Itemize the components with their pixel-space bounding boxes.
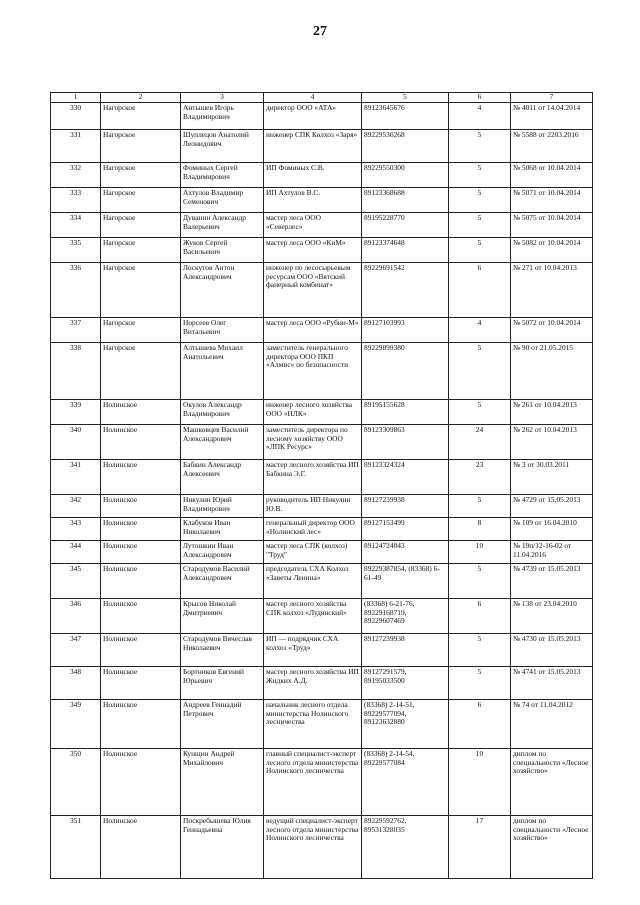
document-cell: № 262 от 10.04.2013 xyxy=(511,425,593,460)
area-cell: Нагорское xyxy=(101,263,181,318)
document-cell: № 5588 от 2203.2016 xyxy=(511,130,593,163)
full-name-cell: Андреев Геннадий Петрович xyxy=(181,700,264,749)
experience-cell: 5 xyxy=(449,667,511,700)
table-row xyxy=(51,634,593,667)
table-row xyxy=(51,213,593,238)
table-row xyxy=(51,599,593,634)
document-cell: № 5082 от 10.04.2014 xyxy=(511,238,593,263)
area-cell: Нолинское xyxy=(101,667,181,700)
position-cell: генеральный директор ООО «Нолинский лес» xyxy=(264,518,362,541)
column-header: 2 xyxy=(101,93,181,103)
position-cell: руководитель ИП Никулин Ю.В. xyxy=(264,495,362,518)
row-number-cell: 346 xyxy=(51,599,101,634)
document-cell: № 74 от 11.04.2012 xyxy=(511,700,593,749)
experience-cell: 5 xyxy=(449,400,511,425)
table-row xyxy=(51,318,593,343)
document-cell: № 5068 от 10.04.2014 xyxy=(511,163,593,188)
area-cell: Нолинское xyxy=(101,460,181,495)
position-cell: ИП — подрядчик СХА колхоз «Труд» xyxy=(264,634,362,667)
position-cell: ИП Ахтулов В.С. xyxy=(264,188,362,213)
row-number-cell: 335 xyxy=(51,238,101,263)
experience-cell: 6 xyxy=(449,599,511,634)
area-cell: Нолинское xyxy=(101,599,181,634)
position-cell: начальник лесного отдела министерства Нолинского лесничества xyxy=(264,700,362,749)
row-number-cell: 337 xyxy=(51,318,101,343)
full-name-cell: Клабуков Иван Николаевич xyxy=(181,518,264,541)
table-row xyxy=(51,263,593,318)
area-cell: Нагорское xyxy=(101,130,181,163)
document-cell: № 4741 от 15.05.2013 xyxy=(511,667,593,700)
area-cell: Нолинское xyxy=(101,400,181,425)
phone-cell: (83368) 6-21-76, 89229168719, 89229607469 xyxy=(362,599,449,634)
area-cell: Нагорское xyxy=(101,343,181,400)
table-row xyxy=(51,238,593,263)
phone-cell: 89123309863 xyxy=(362,425,449,460)
row-number-cell: 339 xyxy=(51,400,101,425)
phone-cell: 89229691542 xyxy=(362,263,449,318)
full-name-cell: Стародумов Василий Александрович xyxy=(181,564,264,599)
experience-cell: 4 xyxy=(449,103,511,130)
position-cell: ИП Фоминых С.В. xyxy=(264,163,362,188)
row-number-cell: 345 xyxy=(51,564,101,599)
document-cell: № 138 от 23.04.2010 xyxy=(511,599,593,634)
table-row xyxy=(51,816,593,879)
column-header: 3 xyxy=(181,93,264,103)
position-cell: мастер леса ООО «Северлес» xyxy=(264,213,362,238)
experience-cell: 10 xyxy=(449,541,511,564)
document-cell: № 4011 от 14.04.2014 xyxy=(511,103,593,130)
experience-cell: 5 xyxy=(449,634,511,667)
full-name-cell: Бортников Евгений Юрьевич xyxy=(181,667,264,700)
table-row xyxy=(51,518,593,541)
area-cell: Нагорское xyxy=(101,163,181,188)
area-cell: Нолинское xyxy=(101,700,181,749)
experience-cell: 5 xyxy=(449,238,511,263)
table-row xyxy=(51,564,593,599)
position-cell: главный специалист-эксперт лесного отдела министерства Нолинского лесничества xyxy=(264,749,362,816)
phone-cell: (83368) 2-14-51, 89229577094, 89123632880 xyxy=(362,700,449,749)
experience-cell: 5 xyxy=(449,564,511,599)
experience-cell: 5 xyxy=(449,213,511,238)
area-cell: Нолинское xyxy=(101,425,181,460)
document-cell: № 271 от 10.04.2013 xyxy=(511,263,593,318)
phone-cell: 89229387854, (83368) 6-61-49 xyxy=(362,564,449,599)
experience-cell: 6 xyxy=(449,263,511,318)
phone-cell: 89123645676 xyxy=(362,103,449,130)
phone-cell: 89123368688 xyxy=(362,188,449,213)
table-row xyxy=(51,667,593,700)
position-cell: инженер лесного хозяйства ООО «НЛК» xyxy=(264,400,362,425)
row-number-cell: 330 xyxy=(51,103,101,130)
area-cell: Нагорское xyxy=(101,213,181,238)
phone-cell: 89127239938 xyxy=(362,495,449,518)
row-number-cell: 332 xyxy=(51,163,101,188)
full-name-cell: Ахтулов Владимир Семенович xyxy=(181,188,264,213)
position-cell: директор ООО «АТА» xyxy=(264,103,362,130)
position-cell: заместитель директора по лесному хозяйству ООО «ЛПК Ресурс» xyxy=(264,425,362,460)
document-cell: № 5071 от 10.04.2014 xyxy=(511,188,593,213)
area-cell: Нагорское xyxy=(101,238,181,263)
phone-cell: 89229550300 xyxy=(362,163,449,188)
registry-table xyxy=(50,92,593,879)
experience-cell: 5 xyxy=(449,188,511,213)
document-cell: диплом по специальности «Лесное хозяйство» xyxy=(511,749,593,816)
area-cell: Нолинское xyxy=(101,495,181,518)
table-row xyxy=(51,749,593,816)
document-cell: № 4739 от 15.05.2013 xyxy=(511,564,593,599)
full-name-cell: Дуванин Александр Валерьевич xyxy=(181,213,264,238)
page-number: 27 xyxy=(313,24,327,39)
area-cell: Нолинское xyxy=(101,816,181,879)
column-header: 4 xyxy=(264,93,362,103)
position-cell: мастер леса ООО «Рубин-М» xyxy=(264,318,362,343)
experience-cell: 23 xyxy=(449,460,511,495)
table-body xyxy=(51,103,593,879)
table-row xyxy=(51,163,593,188)
table-row xyxy=(51,425,593,460)
area-cell: Нолинское xyxy=(101,749,181,816)
row-number-cell: 342 xyxy=(51,495,101,518)
phone-cell: 89127153499 xyxy=(362,518,449,541)
full-name-cell: Стародумов Вячеслав Николаевич xyxy=(181,634,264,667)
full-name-cell: Алтышева Михаил Анатольевич xyxy=(181,343,264,400)
phone-cell: 89229899380 xyxy=(362,343,449,400)
experience-cell: 10 xyxy=(449,749,511,816)
experience-cell: 8 xyxy=(449,518,511,541)
experience-cell: 5 xyxy=(449,495,511,518)
area-cell: Нагорское xyxy=(101,188,181,213)
document-cell: № 5075 от 10.04.2014 xyxy=(511,213,593,238)
full-name-cell: Поскребышева Юлия Геннадьевна xyxy=(181,816,264,879)
phone-cell: 89229536268 xyxy=(362,130,449,163)
table-row xyxy=(51,130,593,163)
phone-cell: (83368) 2-14-54, 89229577084 xyxy=(362,749,449,816)
table-row xyxy=(51,343,593,400)
full-name-cell: Шуплецов Анатолий Леонидович xyxy=(181,130,264,163)
position-cell: мастер лесного хозяйства ИП Бабкина Э.Г. xyxy=(264,460,362,495)
row-number-cell: 338 xyxy=(51,343,101,400)
area-cell: Нагорское xyxy=(101,103,181,130)
area-cell: Нагорское xyxy=(101,318,181,343)
table-row xyxy=(51,103,593,130)
row-number-cell: 347 xyxy=(51,634,101,667)
row-number-cell: 349 xyxy=(51,700,101,749)
document-cell: № 109 от 16.04.2010 xyxy=(511,518,593,541)
position-cell: мастер леса СПК (колхоз) "Труд" xyxy=(264,541,362,564)
document-cell: № 90 от 21.05.2015 xyxy=(511,343,593,400)
row-number-cell: 340 xyxy=(51,425,101,460)
row-number-cell: 341 xyxy=(51,460,101,495)
phone-cell: 89195228770 xyxy=(362,213,449,238)
area-cell: Нолинское xyxy=(101,541,181,564)
row-number-cell: 351 xyxy=(51,816,101,879)
column-header: 1 xyxy=(51,93,101,103)
row-number-cell: 344 xyxy=(51,541,101,564)
phone-cell: 89195155628 xyxy=(362,400,449,425)
document-cell: № 19п/12-16-02 от 11.04.2016 xyxy=(511,541,593,564)
row-number-cell: 333 xyxy=(51,188,101,213)
full-name-cell: Никулин Юрий Владимирович xyxy=(181,495,264,518)
row-number-cell: 331 xyxy=(51,130,101,163)
phone-cell: 89229592762, 89531328035 xyxy=(362,816,449,879)
position-cell: мастер леса ООО «КиМ» xyxy=(264,238,362,263)
area-cell: Нолинское xyxy=(101,518,181,541)
phone-cell: 89123374648 xyxy=(362,238,449,263)
position-cell: мастер лесного хозяйства СПК колхоз «Лудянский» xyxy=(264,599,362,634)
full-name-cell: Фоминых Сергей Владимирович xyxy=(181,163,264,188)
experience-cell: 5 xyxy=(449,163,511,188)
full-name-cell: Машковцев Василий Александрович xyxy=(181,425,264,460)
column-header: 5 xyxy=(362,93,449,103)
area-cell: Нолинское xyxy=(101,564,181,599)
full-name-cell: Лутошкин Иван Александрович xyxy=(181,541,264,564)
full-name-cell: Окулов Александр Владимирович xyxy=(181,400,264,425)
column-header-row xyxy=(51,93,593,103)
full-name-cell: Лоскутов Антон Александрович xyxy=(181,263,264,318)
document-cell: № 4730 от 15.05.2013 xyxy=(511,634,593,667)
table-row xyxy=(51,460,593,495)
position-cell: инженер СПК Колхоз «Заря» xyxy=(264,130,362,163)
position-cell: инженер по лесосырьевым ресурсам ООО «Вятский фанерный комбинат» xyxy=(264,263,362,318)
table-row xyxy=(51,700,593,749)
column-header: 6 xyxy=(449,93,511,103)
row-number-cell: 350 xyxy=(51,749,101,816)
row-number-cell: 336 xyxy=(51,263,101,318)
full-name-cell: Крысов Николай Дмитриевич xyxy=(181,599,264,634)
document-cell: диплом по специальности «Лесное хозяйство» xyxy=(511,816,593,879)
experience-cell: 5 xyxy=(449,343,511,400)
table-row xyxy=(51,541,593,564)
full-name-cell: Норсеев Олег Витальевич xyxy=(181,318,264,343)
document-cell: № 261 от 10.04.2013 xyxy=(511,400,593,425)
table-row xyxy=(51,400,593,425)
table-row xyxy=(51,188,593,213)
position-cell: мастер лесного хозяйства ИП Жидких А.Д. xyxy=(264,667,362,700)
phone-cell: 89127239938 xyxy=(362,634,449,667)
position-cell: заместитель генерального директора ООО ПКП «Алмис» по безопасности xyxy=(264,343,362,400)
experience-cell: 5 xyxy=(449,130,511,163)
position-cell: председатель СХА Колхоз «Заветы Ленина» xyxy=(264,564,362,599)
phone-cell: 89124724043 xyxy=(362,541,449,564)
column-header: 7 xyxy=(511,93,593,103)
row-number-cell: 343 xyxy=(51,518,101,541)
experience-cell: 6 xyxy=(449,700,511,749)
full-name-cell: Жуков Сергей Васильевич xyxy=(181,238,264,263)
row-number-cell: 334 xyxy=(51,213,101,238)
document-cell: № 4729 от 15.05.2013 xyxy=(511,495,593,518)
document-cell: № 3 от 30.03.2011 xyxy=(511,460,593,495)
position-cell: ведущий специалист-эксперт лесного отдела министерства Нолинского лесничества xyxy=(264,816,362,879)
phone-cell: 89127291579, 89195033500 xyxy=(362,667,449,700)
experience-cell: 17 xyxy=(449,816,511,879)
full-name-cell: Бабкин Александр Алексеевич xyxy=(181,460,264,495)
full-name-cell: Кунщин Андрей Михайлович xyxy=(181,749,264,816)
experience-cell: 4 xyxy=(449,318,511,343)
document-cell: № 5072 от 10.04.2014 xyxy=(511,318,593,343)
phone-cell: 89127103993 xyxy=(362,318,449,343)
area-cell: Нолинское xyxy=(101,634,181,667)
table-row xyxy=(51,495,593,518)
row-number-cell: 348 xyxy=(51,667,101,700)
full-name-cell: Антышев Игорь Владимирович xyxy=(181,103,264,130)
phone-cell: 89123324324 xyxy=(362,460,449,495)
experience-cell: 24 xyxy=(449,425,511,460)
